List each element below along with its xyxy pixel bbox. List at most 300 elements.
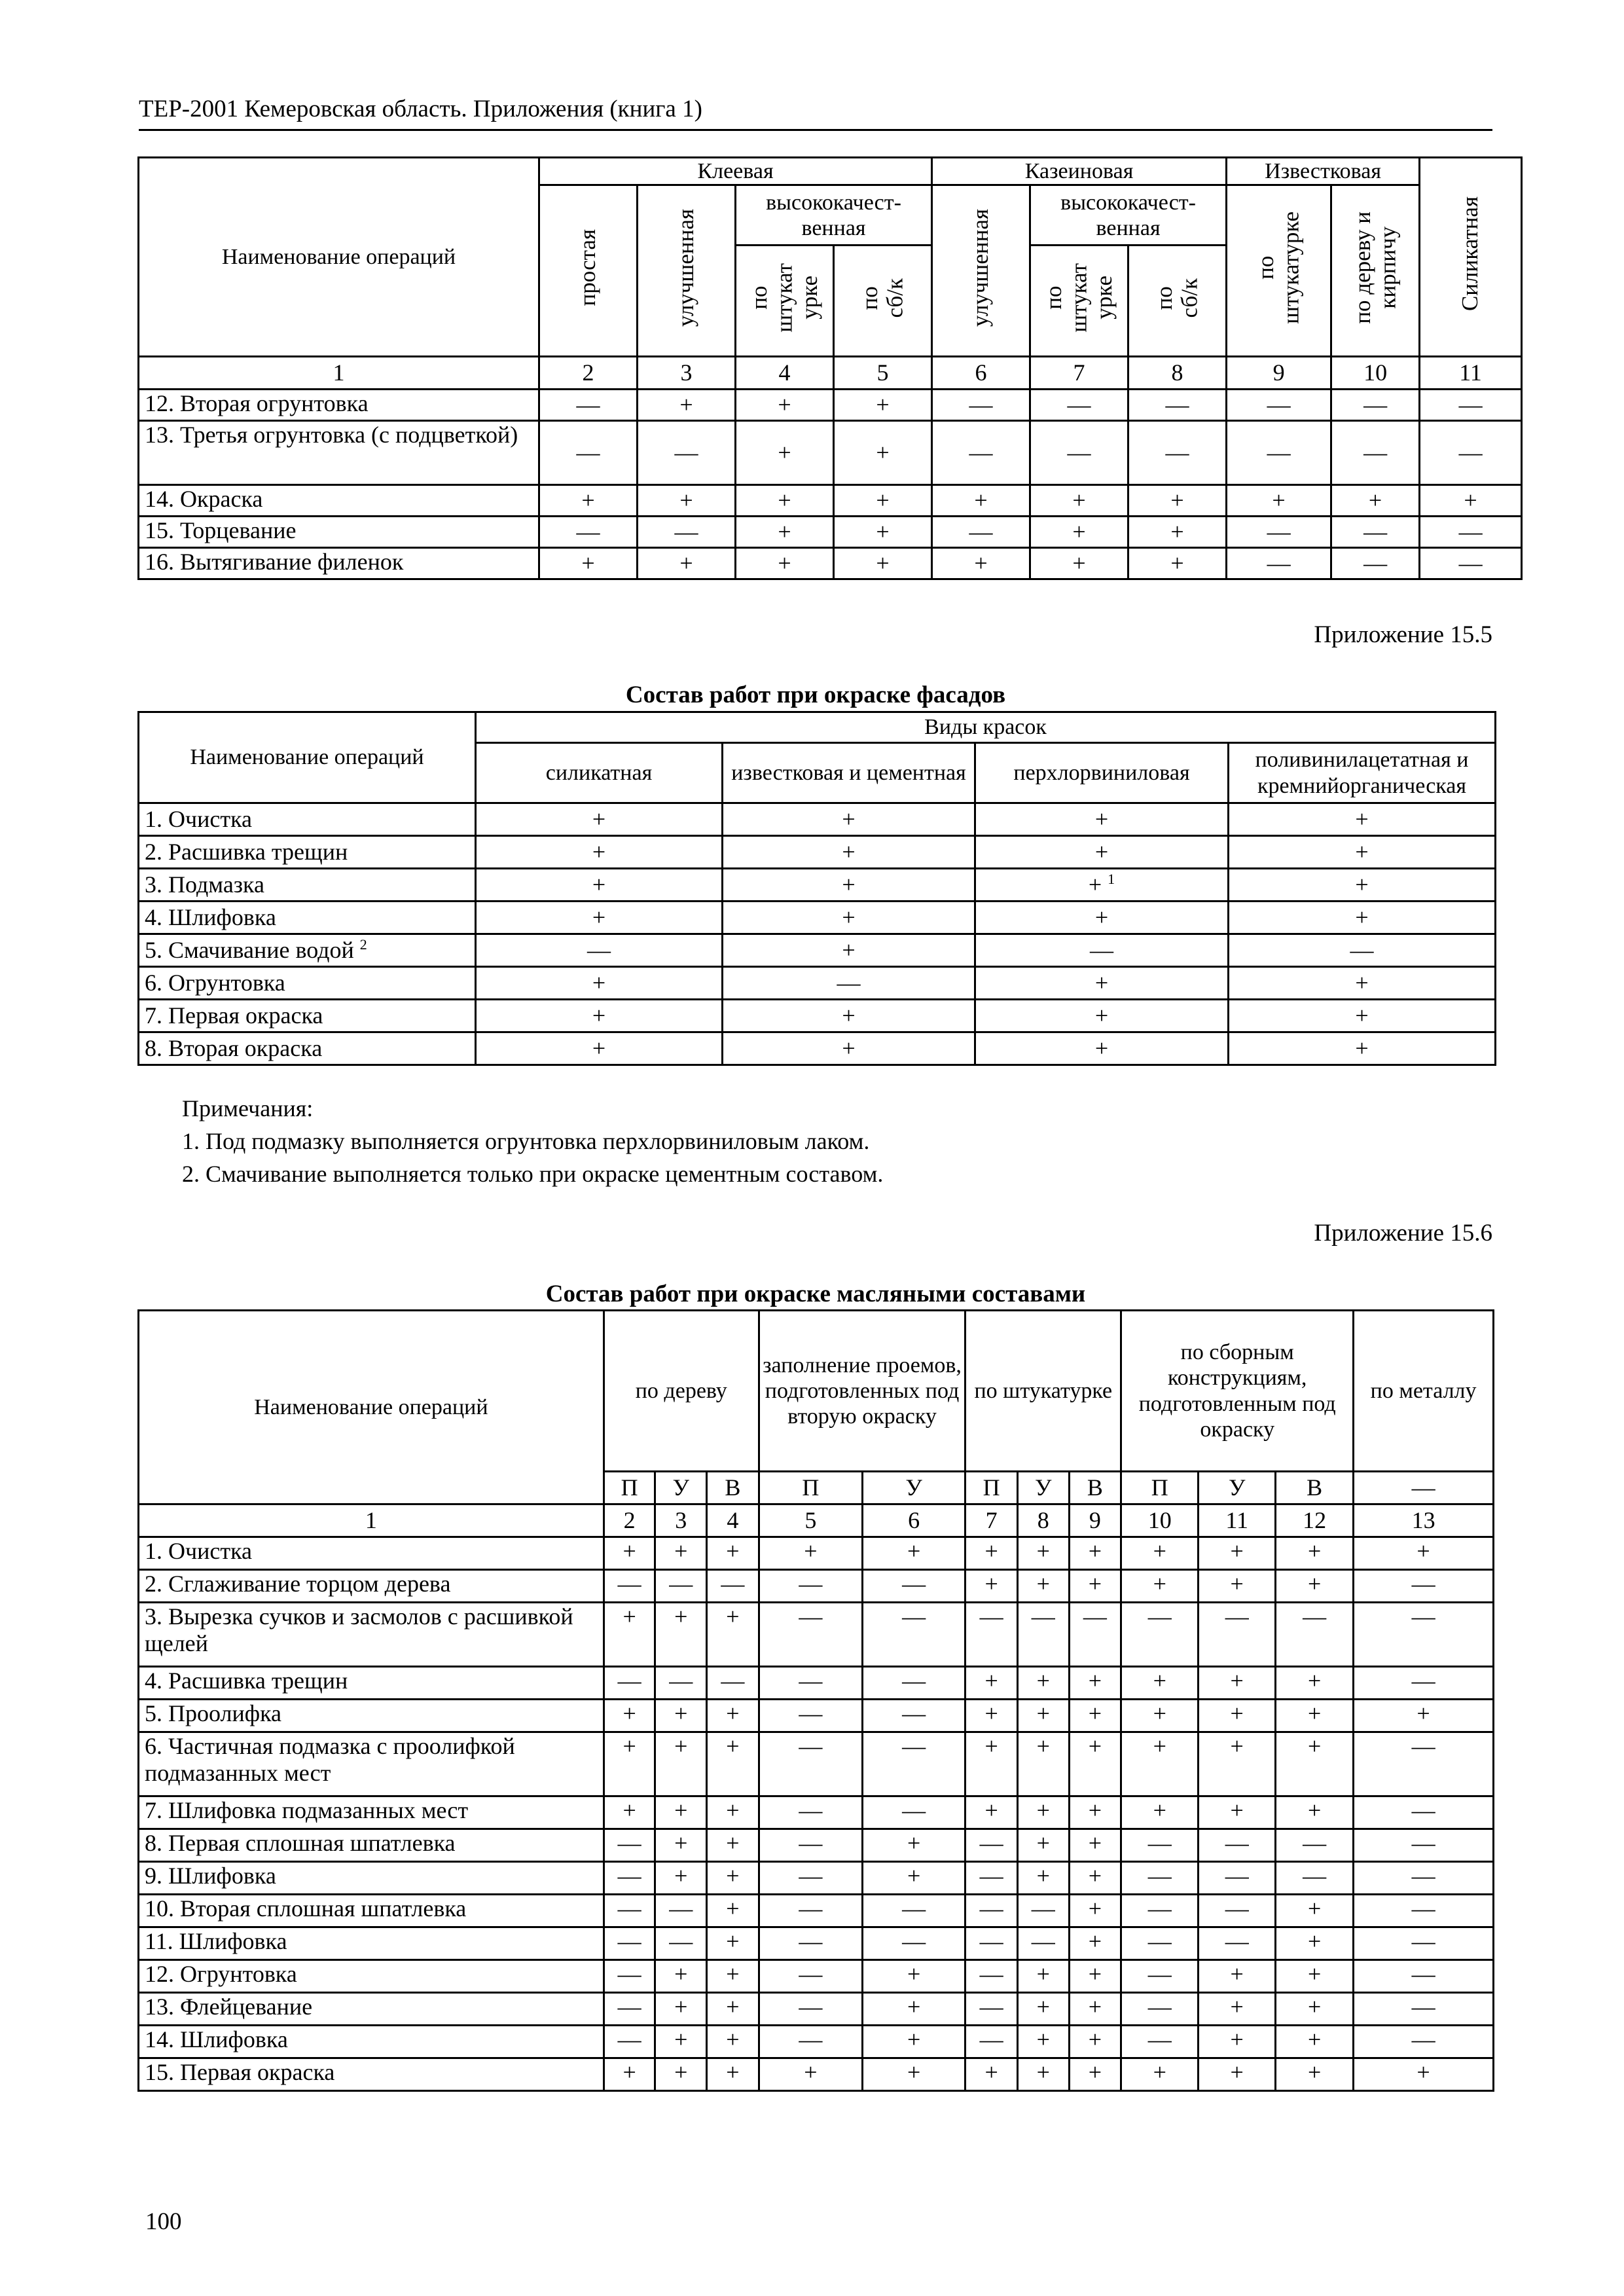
- mark-cell: +: [1017, 1732, 1069, 1796]
- mark: +: [842, 936, 856, 963]
- mark-cell: +: [863, 1829, 965, 1862]
- operation-name: 14. Окраска: [139, 485, 539, 517]
- mark: +: [842, 871, 856, 898]
- mark: +: [1355, 969, 1369, 996]
- mark: +: [592, 1034, 606, 1061]
- mark-cell: +: [834, 517, 932, 548]
- mark-cell: +: [707, 1829, 759, 1862]
- mark-cell: —: [1199, 1895, 1276, 1927]
- mark-cell: —: [1121, 1927, 1199, 1960]
- mark-cell: +: [1199, 2058, 1276, 2091]
- mark-cell: [476, 869, 723, 902]
- mark-cell: +: [1069, 1796, 1121, 1829]
- mark-cell: +: [736, 517, 834, 548]
- mark-cell: —: [604, 1895, 655, 1927]
- mark-cell: +: [539, 548, 638, 579]
- mark-cell: +: [1121, 1700, 1199, 1732]
- mark-cell: [476, 836, 723, 869]
- group-silikatnaya: Силикатная: [1420, 158, 1522, 357]
- operation-name: 11. Шлифовка: [139, 1927, 604, 1960]
- sub-letter: В: [1069, 1472, 1121, 1504]
- operation-name: 1. Очистка: [139, 1537, 604, 1570]
- mark-cell: —: [1227, 421, 1331, 485]
- sub-letter: В: [1276, 1472, 1354, 1504]
- mark-cell: +: [707, 1993, 759, 2026]
- mark-cell: —: [759, 1960, 862, 1993]
- mark: +: [1094, 969, 1109, 996]
- mark-cell: +: [863, 1960, 965, 1993]
- mark-cell: +: [604, 2058, 655, 2091]
- appendix-label-15-5: Приложение 15.5: [1314, 621, 1492, 648]
- mark-cell: —: [863, 1927, 965, 1960]
- mark-cell: —: [1354, 1895, 1494, 1927]
- mark-cell: —: [1121, 1960, 1199, 1993]
- table2-title: Состав работ при окраске фасадов: [625, 682, 1006, 708]
- mark-cell: +: [1069, 1667, 1121, 1700]
- mark: +: [1088, 871, 1102, 898]
- operation-name: 15. Первая окраска: [139, 2058, 604, 2091]
- mark: +: [1355, 1002, 1369, 1029]
- operation-name: [139, 869, 476, 902]
- mark: +: [842, 1002, 856, 1029]
- mark-cell: —: [1030, 390, 1128, 421]
- mark-cell: —: [863, 1796, 965, 1829]
- col-silikatnaya: силикатная: [476, 743, 723, 803]
- operation-name-text: 8. Вторая окраска: [145, 1034, 323, 1061]
- operation-name-text: 6. Огрунтовка: [145, 969, 285, 996]
- mark: —: [587, 936, 611, 963]
- table-row: [139, 2026, 1494, 2058]
- mark-cell: —: [759, 1603, 862, 1667]
- mark-cell: —: [1354, 1829, 1494, 1862]
- mark-cell: +: [1276, 1570, 1354, 1603]
- operation-name: 10. Вторая сплошная шпатлевка: [139, 1895, 604, 1927]
- mark-cell: —: [1121, 2026, 1199, 2058]
- mark-cell: +: [1069, 1570, 1121, 1603]
- mark-cell: [476, 902, 723, 934]
- mark-cell: —: [1276, 1603, 1354, 1667]
- mark-cell: +: [1017, 2058, 1069, 2091]
- col-number: 5: [834, 357, 932, 390]
- mark-cell: +: [759, 1537, 862, 1570]
- mark-cell: +: [604, 1603, 655, 1667]
- mark: +: [1094, 1002, 1109, 1029]
- mark-cell: —: [604, 1960, 655, 1993]
- mark-cell: —: [539, 421, 638, 485]
- sub-letter: У: [863, 1472, 965, 1504]
- mark-cell: +: [638, 485, 736, 517]
- mark-cell: [975, 1000, 1229, 1032]
- mark-cell: +: [736, 485, 834, 517]
- mark-cell: —: [965, 2026, 1018, 2058]
- mark-cell: [723, 967, 975, 1000]
- mark-cell: +: [655, 2026, 707, 2058]
- mark-cell: +: [965, 1700, 1018, 1732]
- mark-cell: +: [655, 1993, 707, 2026]
- mark-cell: +: [655, 1537, 707, 1570]
- mark-cell: +: [1121, 1732, 1199, 1796]
- mark-cell: +: [1069, 1927, 1121, 1960]
- mark-cell: [476, 934, 723, 967]
- mark-cell: —: [1199, 1829, 1276, 1862]
- mark-cell: +: [1331, 485, 1420, 517]
- table-row: [139, 517, 1522, 548]
- operation-name: 6. Частичная подмазка с проолифкой подмазанных мест: [139, 1732, 604, 1796]
- operation-name: 2. Сглаживание торцом дерева: [139, 1570, 604, 1603]
- mark-cell: —: [932, 390, 1030, 421]
- sub-letter: П: [759, 1472, 862, 1504]
- mark-cell: —: [1331, 390, 1420, 421]
- table-row: [139, 1895, 1494, 1927]
- table-row: [139, 1960, 1494, 1993]
- sub-po-shtukaturke: по штукатурке: [1227, 185, 1331, 357]
- operation-name-text: 4. Шлифовка: [145, 903, 276, 930]
- col-header-name: Наименование операций: [139, 712, 476, 803]
- mark-cell: +: [1276, 1927, 1354, 1960]
- mark-cell: +: [863, 1862, 965, 1895]
- col-number: 9: [1069, 1504, 1121, 1537]
- mark-cell: +: [604, 1700, 655, 1732]
- mark: +: [842, 838, 856, 865]
- table-row: [139, 1732, 1494, 1796]
- mark-cell: +: [655, 1603, 707, 1667]
- mark-cell: +: [1128, 517, 1227, 548]
- mark-cell: +: [1420, 485, 1522, 517]
- mark-cell: +: [1354, 1537, 1494, 1570]
- mark-cell: —: [965, 1927, 1018, 1960]
- mark-cell: +: [1121, 1537, 1199, 1570]
- note-item: 2. Смачивание выполняется только при окраске цементным составом.: [182, 1161, 884, 1187]
- sub-po-sbk-kaz: по сб/к: [1128, 246, 1227, 357]
- operation-name: [139, 1032, 476, 1065]
- table-row: [139, 1700, 1494, 1732]
- mark-cell: +: [1121, 1667, 1199, 1700]
- sub-uluchshennaya: улучшенная: [638, 185, 736, 357]
- mark-cell: +: [1276, 1537, 1354, 1570]
- table-row: [139, 548, 1522, 579]
- table-row: [139, 967, 1496, 1000]
- operation-name: 7. Шлифовка подмазанных мест: [139, 1796, 604, 1829]
- mark-cell: +: [638, 390, 736, 421]
- mark-cell: [1229, 869, 1496, 902]
- col-number: 6: [932, 357, 1030, 390]
- mark-cell: +: [1276, 2058, 1354, 2091]
- mark-cell: +: [1121, 1570, 1199, 1603]
- mark: +: [1094, 1034, 1109, 1061]
- table-row: [139, 1000, 1496, 1032]
- mark-cell: —: [1331, 548, 1420, 579]
- mark-cell: [975, 869, 1229, 902]
- mark-cell: +: [736, 548, 834, 579]
- mark-cell: —: [1121, 1993, 1199, 2026]
- mark-cell: +: [655, 1829, 707, 1862]
- mark-cell: —: [1121, 1829, 1199, 1862]
- mark-cell: [975, 803, 1229, 836]
- mark: +: [1094, 838, 1109, 865]
- mark-cell: +: [1017, 1829, 1069, 1862]
- table-row: [139, 803, 1496, 836]
- table-row: [139, 485, 1522, 517]
- operation-name: 15. Торцевание: [139, 517, 539, 548]
- mark-cell: —: [759, 1667, 862, 1700]
- mark-cell: +: [965, 1570, 1018, 1603]
- mark-cell: —: [1276, 1829, 1354, 1862]
- mark-cell: +: [1069, 1732, 1121, 1796]
- mark: +: [592, 969, 606, 996]
- mark-cell: —: [863, 1700, 965, 1732]
- mark-cell: +: [1128, 548, 1227, 579]
- operation-name: 5. Проолифка: [139, 1700, 604, 1732]
- mark-cell: +: [1017, 2026, 1069, 2058]
- table-row: [139, 1537, 1494, 1570]
- col-polivinilacetatnaya: поливинилацетатная и кремнийорганическая: [1229, 743, 1496, 803]
- mark-cell: —: [759, 1927, 862, 1960]
- mark-cell: +: [965, 1732, 1018, 1796]
- mark-cell: [723, 803, 975, 836]
- mark-cell: +: [655, 1732, 707, 1796]
- mark-cell: —: [965, 1993, 1018, 2026]
- table-row: [139, 1829, 1494, 1862]
- mark-cell: +: [1030, 485, 1128, 517]
- column-numbers-row: [139, 357, 1522, 390]
- operation-name: [139, 902, 476, 934]
- sub-uluchshennaya-kaz: улучшенная: [932, 185, 1030, 357]
- mark-cell: —: [1199, 1862, 1276, 1895]
- operation-name: [139, 836, 476, 869]
- mark-cell: —: [1199, 1927, 1276, 1960]
- sub-letter: У: [655, 1472, 707, 1504]
- mark-cell: —: [1420, 548, 1522, 579]
- sub-po-sbk-k: по сб/к: [834, 246, 932, 357]
- mark-cell: +: [1069, 1700, 1121, 1732]
- mark-cell: +: [863, 1993, 965, 2026]
- mark-cell: +: [1199, 1667, 1276, 1700]
- mark-cell: +: [1276, 1960, 1354, 1993]
- table-row: [139, 390, 1522, 421]
- col-header-name: Наименование операций: [139, 1311, 604, 1504]
- mark-cell: +: [1199, 1700, 1276, 1732]
- mark: +: [592, 838, 606, 865]
- col-number: 3: [638, 357, 736, 390]
- table-row: [139, 1796, 1494, 1829]
- mark-cell: +: [965, 1796, 1018, 1829]
- mark-cell: —: [1017, 1895, 1069, 1927]
- col-number: 8: [1128, 357, 1227, 390]
- mark-cell: +: [707, 1700, 759, 1732]
- table-row: [139, 836, 1496, 869]
- mark-cell: +: [655, 1960, 707, 1993]
- mark-cell: —: [655, 1570, 707, 1603]
- mark-cell: [1229, 836, 1496, 869]
- sub-letter: У: [1199, 1472, 1276, 1504]
- mark-cell: +: [655, 2058, 707, 2091]
- mark-cell: [1229, 1000, 1496, 1032]
- col-number: 4: [707, 1504, 759, 1537]
- mark-cell: +: [965, 1667, 1018, 1700]
- mark-cell: —: [1017, 1603, 1069, 1667]
- col-number: 9: [1227, 357, 1331, 390]
- col-number: 11: [1420, 357, 1522, 390]
- mark-cell: +: [863, 1537, 965, 1570]
- table-row: [139, 1862, 1494, 1895]
- col-perhlorvinilovaya: перхлорвиниловая: [975, 743, 1229, 803]
- mark-cell: +: [1030, 517, 1128, 548]
- operation-name: 4. Расшивка трещин: [139, 1667, 604, 1700]
- mark-cell: +: [1276, 1895, 1354, 1927]
- mark-cell: +: [604, 1732, 655, 1796]
- group-vidy-krasok: Виды красок: [476, 712, 1496, 743]
- operation-name: [139, 1000, 476, 1032]
- mark-cell: —: [1354, 1993, 1494, 2026]
- table-row: [139, 1603, 1494, 1667]
- mark-cell: —: [965, 1829, 1018, 1862]
- mark-cell: [1229, 902, 1496, 934]
- mark-cell: +: [1199, 1993, 1276, 2026]
- mark-cell: —: [1128, 390, 1227, 421]
- mark-cell: —: [932, 517, 1030, 548]
- mark-cell: +: [604, 1796, 655, 1829]
- sub-po-derevu-kirpichu: по дереву и кирпичу: [1331, 185, 1420, 357]
- mark-cell: —: [1227, 548, 1331, 579]
- mark-cell: —: [1420, 517, 1522, 548]
- col-number: 2: [539, 357, 638, 390]
- mark-cell: —: [638, 517, 736, 548]
- mark-cell: +: [707, 2058, 759, 2091]
- col-number: 3: [655, 1504, 707, 1537]
- mark-cell: +: [1121, 2058, 1199, 2091]
- mark-cell: +: [638, 548, 736, 579]
- mark-cell: —: [863, 1570, 965, 1603]
- mark-cell: —: [1354, 1603, 1494, 1667]
- mark-cell: —: [604, 1570, 655, 1603]
- mark-cell: +: [1017, 1796, 1069, 1829]
- mark-cell: +: [1276, 1700, 1354, 1732]
- mark-cell: —: [759, 1700, 862, 1732]
- mark-cell: [723, 836, 975, 869]
- mark-cell: +: [1199, 1796, 1276, 1829]
- mark-cell: +: [707, 1895, 759, 1927]
- mark-cell: +: [834, 390, 932, 421]
- mark-cell: —: [759, 1570, 862, 1603]
- mark-cell: +: [1354, 1700, 1494, 1732]
- mark: +: [1355, 838, 1369, 865]
- mark-cell: [723, 1000, 975, 1032]
- mark-cell: —: [707, 1570, 759, 1603]
- group-po-sbornym: по сборным конструкциям, подготовленным под окраску: [1121, 1311, 1354, 1472]
- operation-name: 14. Шлифовка: [139, 2026, 604, 2058]
- mark-cell: —: [1227, 517, 1331, 548]
- mark-cell: [1229, 967, 1496, 1000]
- mark-cell: —: [1331, 517, 1420, 548]
- col-number: 4: [736, 357, 834, 390]
- sub-vysok-kaz: высококачест- венная: [1030, 185, 1227, 246]
- operation-name: 12. Огрунтовка: [139, 1960, 604, 1993]
- mark-cell: —: [1354, 1667, 1494, 1700]
- mark-cell: —: [1276, 1862, 1354, 1895]
- sub-letter: П: [604, 1472, 655, 1504]
- mark-cell: —: [707, 1667, 759, 1700]
- footnote-ref: 1: [1108, 871, 1115, 888]
- col-number: 7: [965, 1504, 1018, 1537]
- mark-cell: —: [1121, 1895, 1199, 1927]
- mark-cell: +: [707, 1537, 759, 1570]
- mark-cell: +: [1017, 1960, 1069, 1993]
- mark-cell: +: [1017, 1862, 1069, 1895]
- header-rule: [139, 129, 1492, 131]
- mark-cell: +: [604, 1537, 655, 1570]
- mark-cell: +: [1069, 1829, 1121, 1862]
- mark-cell: —: [604, 1862, 655, 1895]
- mark-cell: +: [965, 2058, 1018, 2091]
- mark-cell: —: [1354, 1570, 1494, 1603]
- mark-cell: —: [1354, 1960, 1494, 1993]
- mark: +: [1355, 871, 1369, 898]
- mark-cell: +: [1128, 485, 1227, 517]
- sub-prostaya: простая: [539, 185, 638, 357]
- mark-cell: [476, 803, 723, 836]
- operation-name: 13. Флейцевание: [139, 1993, 604, 2026]
- mark-cell: +: [707, 1960, 759, 1993]
- col-number: 5: [759, 1504, 862, 1537]
- mark-cell: +: [1017, 1570, 1069, 1603]
- mark-cell: —: [655, 1667, 707, 1700]
- mark-cell: —: [965, 1895, 1018, 1927]
- mark-cell: —: [1354, 1796, 1494, 1829]
- mark-cell: —: [1354, 1927, 1494, 1960]
- mark-cell: —: [863, 1603, 965, 1667]
- mark: —: [1350, 936, 1374, 963]
- mark-cell: +: [1276, 1993, 1354, 2026]
- mark-cell: +: [932, 485, 1030, 517]
- col-number: 12: [1276, 1504, 1354, 1537]
- mark-cell: +: [1069, 2026, 1121, 2058]
- mark-cell: +: [707, 1862, 759, 1895]
- mark-cell: —: [1354, 2026, 1494, 2058]
- operation-name: 16. Вытягивание филенок: [139, 548, 539, 579]
- mark-cell: —: [759, 1829, 862, 1862]
- sub-letter: П: [965, 1472, 1018, 1504]
- sub-vysok-kleev: высококачест- венная: [736, 185, 932, 246]
- mark-cell: [476, 1000, 723, 1032]
- sub-po-shtuk-k: по штукат урке: [736, 246, 834, 357]
- mark-cell: —: [759, 1993, 862, 2026]
- group-po-metallu: по металлу: [1354, 1311, 1494, 1472]
- col-number: 2: [604, 1504, 655, 1537]
- mark-cell: [975, 836, 1229, 869]
- table-row: [139, 421, 1522, 485]
- mark-cell: +: [1199, 1537, 1276, 1570]
- mark-cell: —: [759, 1895, 862, 1927]
- mark-cell: +: [1069, 1862, 1121, 1895]
- page-number: 100: [145, 2208, 182, 2235]
- mark-cell: —: [604, 1829, 655, 1862]
- mark-cell: +: [863, 2058, 965, 2091]
- mark: +: [842, 1034, 856, 1061]
- operation-name: [139, 934, 476, 967]
- operation-name-text: 1. Очистка: [145, 805, 253, 832]
- mark-cell: —: [932, 421, 1030, 485]
- col-izvestkovaya-cementnaya: известковая и цементная: [723, 743, 975, 803]
- group-zapolnenie-proemov: заполнение проемов, подготовленных под вторую окраску: [759, 1311, 965, 1472]
- mark-cell: —: [655, 1927, 707, 1960]
- mark-cell: +: [1030, 548, 1128, 579]
- mark-cell: +: [1276, 1667, 1354, 1700]
- mark-cell: +: [1276, 1796, 1354, 1829]
- mark-cell: [975, 902, 1229, 934]
- col-number: 11: [1199, 1504, 1276, 1537]
- mark-cell: +: [834, 548, 932, 579]
- mark-cell: —: [863, 1895, 965, 1927]
